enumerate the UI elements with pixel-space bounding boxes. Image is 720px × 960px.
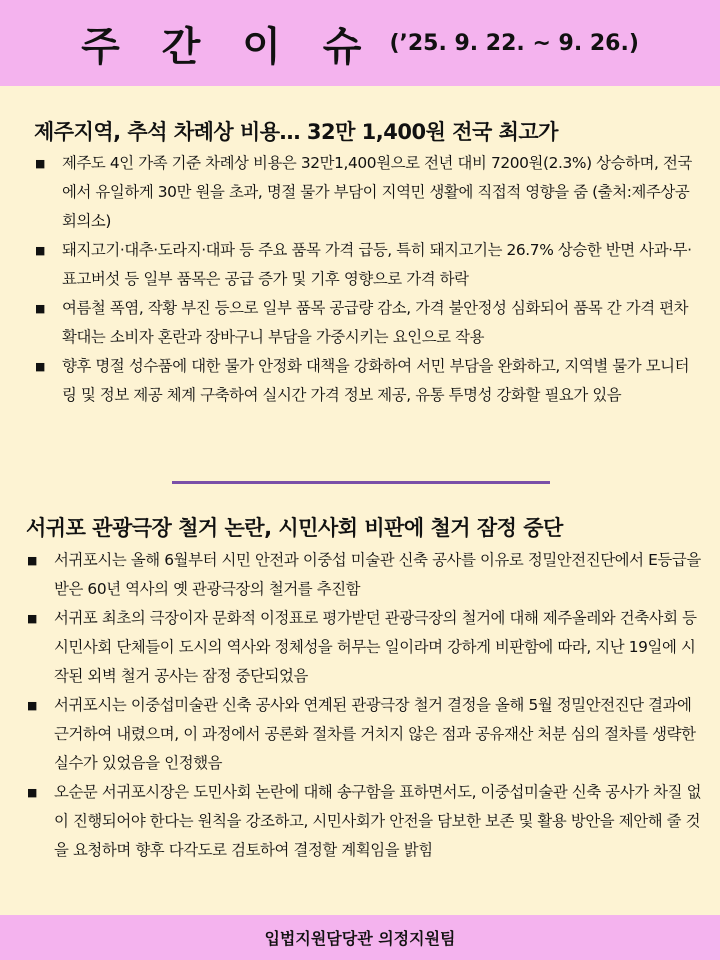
header-banner	[0, 0, 720, 86]
footer-banner	[0, 915, 720, 960]
list-item: ■ 오순문 서귀포시장은 도민사회 논란에 대해 송구함을 표하면서도, 이중섭미술관 신축 공사가 차질 없이 진행되어야 한다는 원칙을 강조하고, 시민사회가 안전을 담보한 보존 및 활용 방안을 제안해 줄 것을 요청하며 향후 다각도로 검토하여 결정할 계획임을 밝힘	[24, 778, 704, 865]
issue-list-theater	[24, 546, 704, 865]
list-item: ■ 돼지고기·대추·도라지·대파 등 주요 품목 가격 급등, 특히 돼지고기는 26.7% 상승한 반면 사과·무·표고버섯 등 일부 품목은 공급 증가 및 기후 영향으로 가격 하락	[32, 236, 700, 294]
section-title-chuseok: 제주지역, 추석 차례상 비용… 32만 1,400원 전국 최고가	[34, 120, 558, 144]
page-title: 주 간 이 슈	[81, 23, 376, 70]
section-title-theater: 서귀포 관광극장 철거 논란, 시민사회 비판에 철거 잠정 중단	[26, 516, 563, 540]
bullet-icon: ■	[35, 302, 45, 315]
bullet-icon: ■	[27, 554, 37, 567]
footer-team-label: 입법지원담당관 의정지원팀	[264, 929, 456, 948]
bullet-icon: ■	[27, 786, 37, 799]
issue-list-chuseok	[32, 149, 700, 410]
list-item: ■ 서귀포시는 올해 6월부터 시민 안전과 이중섭 미술관 신축 공사를 이유로 정밀안전진단에서 E등급을 받은 60년 역사의 옛 관광극장의 철거를 추진함	[24, 546, 704, 604]
list-item: ■ 제주도 4인 가족 기준 차례상 비용은 32만1,400원으로 전년 대비 7200원(2.3%) 상승하며, 전국에서 유일하게 30만 원을 초과, 명절 물가 부담이 지역민 생활에 직접적 영향을 줌 (출처:제주상공회의소)	[32, 149, 700, 236]
list-item: ■ 여름철 폭염, 작황 부진 등으로 일부 품목 공급량 감소, 가격 불안정성 심화되어 품목 간 가격 편차 확대는 소비자 혼란과 장바구니 부담을 가중시키는 요인으로 작용	[32, 294, 700, 352]
bullet-icon: ■	[27, 699, 37, 712]
bullet-icon: ■	[35, 244, 45, 257]
bullet-icon: ■	[27, 612, 37, 625]
section-divider	[172, 481, 550, 484]
list-item: ■ 서귀포시는 이중섭미술관 신축 공사와 연계된 관광극장 철거 결정을 올해 5월 정밀안전진단 결과에 근거하여 내렸으며, 이 과정에서 공론화 절차를 거치지 않은 점과 공유재산 처분 심의 절차를 생략한 실수가 있었음을 인정했음	[24, 691, 704, 778]
bullet-icon: ■	[35, 360, 45, 373]
list-item: ■ 서귀포 최초의 극장이자 문화적 이정표로 평가받던 관광극장의 철거에 대해 제주올레와 건축사회 등 시민사회 단체들이 도시의 역사와 정체성을 허무는 일이라며 강하게 비판함에 따라, 지난 19일에 시작된 외벽 철거 공사는 잠정 중단되었음	[24, 604, 704, 691]
date-range: (’25. 9. 22. ~ 9. 26.)	[389, 30, 639, 56]
bullet-icon: ■	[35, 157, 45, 170]
list-item: ■ 향후 명절 성수품에 대한 물가 안정화 대책을 강화하여 서민 부담을 완화하고, 지역별 물가 모니터링 및 정보 제공 체계 구축하여 실시간 가격 정보 제공, 유통 투명성 강화할 필요가 있음	[32, 352, 700, 410]
